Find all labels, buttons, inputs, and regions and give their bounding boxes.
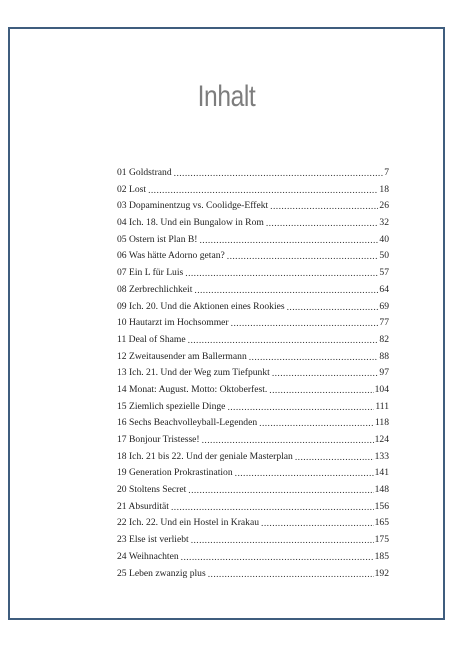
- toc-entry: [117, 167, 389, 184]
- toc-dot-leader: [174, 168, 384, 178]
- toc-entry-page: 26: [379, 200, 389, 212]
- toc-dot-leader: [261, 518, 374, 528]
- toc-dot-leader: [194, 285, 378, 295]
- toc-entry-page: 133: [374, 450, 389, 462]
- toc-dot-leader: [227, 402, 374, 412]
- toc-dot-leader: [272, 368, 379, 378]
- toc-entry-page: 82: [379, 333, 389, 345]
- toc-dot-leader: [202, 435, 374, 445]
- toc-entry-title: 12 Zweitausender am Ballermann: [117, 350, 247, 362]
- toc-entry-title: 11 Deal of Shame: [117, 333, 186, 345]
- toc-entry-page: 104: [374, 383, 389, 395]
- toc-entry-page: 50: [379, 250, 389, 262]
- toc-entry-title: 20 Stoltens Secret: [117, 484, 187, 496]
- toc-entry-title: 25 Leben zwanzig plus: [117, 567, 206, 579]
- toc-entry-page: 148: [374, 484, 389, 496]
- toc-dot-leader: [199, 235, 378, 245]
- toc-entry: [117, 551, 389, 568]
- toc-entry-page: 111: [375, 400, 389, 412]
- table-of-contents: [117, 167, 389, 584]
- toc-entry-title: 01 Goldstrand: [117, 167, 172, 178]
- toc-entry-page: 7: [384, 167, 389, 178]
- toc-entry: [117, 484, 389, 501]
- toc-entry-title: 07 Ein L für Luis: [117, 267, 184, 279]
- toc-entry: [117, 200, 389, 217]
- toc-dot-leader: [231, 318, 379, 328]
- toc-dot-leader: [249, 352, 379, 362]
- toc-entry: [117, 467, 389, 484]
- toc-dot-leader: [181, 552, 374, 562]
- toc-entry-title: 06 Was hätte Adorno getan?: [117, 250, 225, 262]
- toc-entry: [117, 250, 389, 267]
- toc-entry: [117, 317, 389, 334]
- toc-entry: [117, 384, 389, 401]
- toc-entry-page: 64: [379, 283, 389, 295]
- toc-entry-page: 192: [374, 567, 389, 579]
- toc-entry-title: 22 Ich. 22. Und ein Hostel in Krakau: [117, 517, 260, 529]
- toc-entry-page: 175: [374, 534, 389, 546]
- toc-entry: [117, 517, 389, 534]
- toc-dot-leader: [191, 535, 374, 545]
- toc-entry-page: 118: [374, 417, 389, 429]
- toc-dot-leader: [266, 218, 379, 228]
- toc-entry-page: 185: [374, 550, 389, 562]
- toc-entry-page: 141: [374, 467, 389, 479]
- toc-entry-title: 09 Ich. 20. Und die Aktionen eines Rookies: [117, 300, 285, 312]
- toc-dot-leader: [188, 335, 379, 345]
- toc-entry-title: 10 Hautarzt im Hochsommer: [117, 317, 229, 329]
- toc-entry: [117, 417, 389, 434]
- toc-entry-page: 18: [379, 183, 389, 195]
- toc-entry-page: 97: [379, 367, 389, 379]
- toc-entry-title: 03 Dopaminentzug vs. Coolidge-Effekt: [117, 200, 269, 212]
- toc-entry-title: 04 Ich. 18. Und ein Bungalow in Rom: [117, 217, 264, 229]
- toc-entry-title: 24 Weihnachten: [117, 550, 179, 562]
- toc-entry: [117, 234, 389, 251]
- toc-entry: [117, 217, 389, 234]
- toc-dot-leader: [269, 385, 373, 395]
- toc-entry: [117, 301, 389, 318]
- toc-dot-leader: [287, 302, 379, 312]
- toc-entry: [117, 184, 389, 201]
- toc-dot-leader: [208, 569, 374, 579]
- toc-entry-page: 77: [379, 317, 389, 329]
- toc-entry-page: 69: [379, 300, 389, 312]
- toc-dot-leader: [270, 201, 378, 211]
- toc-dot-leader: [171, 502, 374, 512]
- toc-entry-title: 17 Bonjour Tristesse!: [117, 434, 200, 445]
- toc-entry: [117, 334, 389, 351]
- toc-entry: [117, 501, 389, 518]
- toc-entry-title: 15 Ziemlich spezielle Dinge: [117, 400, 226, 412]
- toc-entry-page: 88: [379, 350, 389, 362]
- toc-entry-title: 18 Ich. 21 bis 22. Und der geniale Masterplan: [117, 450, 293, 462]
- toc-dot-leader: [295, 452, 374, 462]
- toc-dot-leader: [259, 418, 374, 428]
- toc-entry-title: 13 Ich. 21. Und der Weg zum Tiefpunkt: [117, 367, 270, 379]
- toc-entry-page: 32: [379, 217, 389, 229]
- toc-entry-title: 16 Sechs Beachvolleyball-Legenden: [117, 417, 258, 429]
- toc-entry: [117, 534, 389, 551]
- toc-entry-title: 21 Absurdität: [117, 500, 169, 512]
- toc-entry-title: 14 Monat: August. Motto: Oktoberfest.: [117, 383, 268, 395]
- book-page: [8, 27, 445, 620]
- toc-dot-leader: [185, 268, 378, 278]
- toc-entry: [117, 267, 389, 284]
- toc-entry: [117, 367, 389, 384]
- toc-entry-page: 40: [379, 233, 389, 245]
- toc-entry-title: 02 Lost: [117, 183, 147, 195]
- toc-entry-page: 124: [374, 434, 389, 445]
- toc-entry: [117, 351, 389, 368]
- toc-entry-title: 23 Else ist verliebt: [117, 534, 189, 546]
- toc-entry-title: 08 Zerbrechlichkeit: [117, 283, 193, 295]
- toc-dot-leader: [188, 485, 373, 495]
- toc-entry: [117, 401, 389, 418]
- toc-entry-page: 165: [374, 517, 389, 529]
- page-title: Inhalt: [197, 80, 256, 113]
- toc-dot-leader: [235, 468, 374, 478]
- toc-entry: [117, 284, 389, 301]
- toc-entry: [117, 434, 389, 451]
- toc-entry: [117, 451, 389, 468]
- toc-entry-page: 57: [379, 267, 389, 279]
- toc-dot-leader: [148, 185, 378, 195]
- toc-entry-title: 05 Ostern ist Plan B!: [117, 233, 198, 245]
- toc-dot-leader: [227, 251, 379, 261]
- toc-entry-title: 19 Generation Prokrastination: [117, 467, 233, 479]
- toc-entry: [117, 568, 389, 585]
- toc-entry-page: 156: [374, 500, 389, 512]
